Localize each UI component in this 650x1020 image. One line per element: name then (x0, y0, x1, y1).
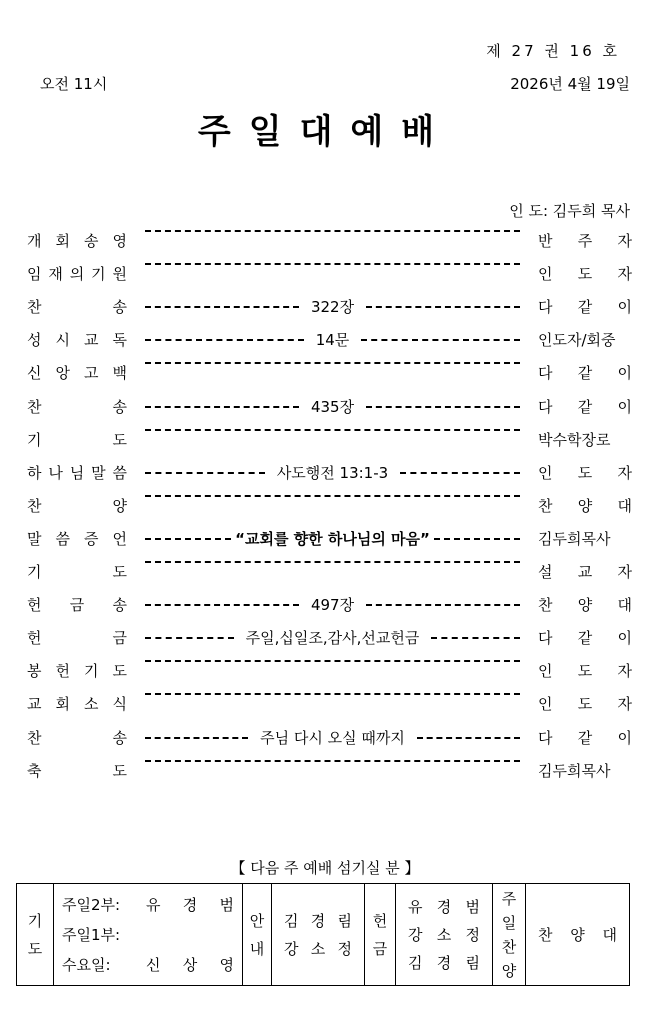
dashed-rule (145, 306, 299, 308)
order-item-char: 회 (55, 232, 70, 250)
order-item-label (27, 693, 127, 714)
order-responsible (538, 396, 632, 417)
order-item-char: 찬 (27, 298, 42, 316)
order-who-char: 찬 (538, 596, 553, 614)
order-detail: 주일,십일조,감사,선교헌금 (245, 629, 420, 647)
order-responsible (538, 660, 632, 681)
dashed-rule (145, 693, 520, 695)
order-who-char: 같 (577, 298, 593, 316)
order-row (0, 760, 650, 784)
order-row (0, 627, 650, 651)
prayer-person-char: 신 (146, 955, 161, 974)
order-leader-line (145, 396, 520, 417)
praise-value-char: 찬 (538, 926, 553, 944)
dashed-rule (145, 538, 231, 540)
usher-name-char: 김 (284, 911, 299, 930)
order-item-char: 님 (69, 464, 85, 482)
order-item-char: 독 (112, 331, 127, 349)
order-item-char: 도 (112, 431, 127, 449)
order-item-label (27, 263, 127, 284)
order-item-char: 재 (48, 265, 63, 283)
order-who-char: 같 (577, 364, 593, 382)
order-who-char: 이 (617, 629, 632, 647)
order-responsible (538, 362, 632, 383)
order-item-char: 도 (112, 762, 127, 780)
prayer-service-label: 수요일: (62, 955, 111, 974)
order-row (0, 396, 650, 420)
order-leader-line (145, 230, 520, 232)
offering-name-char: 강 (408, 925, 423, 944)
order-item-label (27, 495, 127, 516)
order-item-char: 증 (84, 530, 99, 548)
dashed-rule (366, 406, 520, 408)
prayer-person-char: 영 (219, 955, 234, 974)
prayer-service-label: 주일1부: (62, 925, 121, 944)
order-detail: 497장 (310, 596, 355, 614)
order-who-char: 찬 (538, 497, 553, 515)
order-item-label (27, 528, 127, 549)
order-item-label (27, 660, 127, 681)
order-responsible (538, 627, 632, 648)
dashed-rule (145, 230, 520, 232)
order-item-char: 말 (27, 530, 42, 548)
order-responsible (538, 727, 632, 748)
order-item-char: 언 (112, 530, 127, 548)
order-item-label (27, 362, 127, 383)
usher-label (243, 907, 271, 963)
order-responsible: 박수학장로 (538, 431, 611, 449)
order-who-char: 다 (538, 729, 553, 747)
dashed-rule (145, 561, 520, 563)
order-item-char: 헌 (55, 662, 70, 680)
order-responsible (538, 263, 632, 284)
order-leader-line (145, 561, 520, 563)
order-item-char: 송 (84, 232, 99, 250)
order-item-char: 금 (112, 629, 127, 647)
offering-label (365, 907, 395, 963)
order-who-char: 설 (538, 563, 553, 581)
order-row (0, 329, 650, 353)
order-item-label (27, 296, 127, 317)
order-who-char: 도 (577, 265, 593, 283)
order-item-char: 식 (112, 695, 127, 713)
praise-value-char: 대 (602, 926, 617, 944)
order-responsible (538, 693, 632, 714)
order-item-char: 나 (48, 464, 63, 482)
order-row (0, 429, 650, 453)
order-item-char: 도 (112, 563, 127, 581)
order-item-char: 교 (27, 695, 42, 713)
order-who-char: 이 (617, 364, 632, 382)
dashed-rule (145, 660, 520, 662)
order-item-char: 원 (112, 265, 127, 283)
prayer-person (146, 892, 234, 918)
praise-value (526, 924, 629, 945)
order-who-char: 다 (538, 398, 553, 416)
order-row (0, 230, 650, 254)
usher-label-char: 내 (249, 939, 265, 958)
offering-name-char: 경 (436, 897, 452, 916)
issue-number: 제 27 권 16 호 (486, 42, 620, 60)
order-responsible (538, 462, 632, 483)
page-title: 주일대예배 (197, 112, 453, 152)
offering-label-char: 금 (372, 939, 388, 958)
order-item-char: 영 (112, 232, 127, 250)
dashed-rule (145, 737, 248, 739)
order-item-char: 의 (69, 265, 85, 283)
order-item-label (27, 727, 127, 748)
order-item-label (27, 462, 127, 483)
order-detail: “교회를 향한 하나님의 마음” (235, 530, 430, 548)
order-who-char: 이 (617, 729, 632, 747)
dashed-rule (434, 538, 520, 540)
order-who-char: 교 (577, 563, 593, 581)
praise-label-char: 주 (501, 889, 517, 908)
next-week-table (16, 883, 630, 986)
order-who-char: 같 (577, 729, 593, 747)
order-leader-line (145, 594, 520, 615)
order-who-char: 양 (577, 596, 593, 614)
order-responsible (538, 561, 632, 582)
usher-name-char: 경 (310, 911, 326, 930)
order-item-char: 씀 (55, 530, 70, 548)
order-item-char: 개 (27, 232, 42, 250)
order-item-label (27, 594, 127, 615)
order-item-char: 하 (27, 464, 42, 482)
dashed-rule (145, 604, 299, 606)
offering-names (396, 893, 492, 977)
order-item-char: 송 (112, 398, 127, 416)
next-week-title: 【 다음 주 예배 섬기실 분 】 (230, 859, 420, 877)
order-who-char: 다 (538, 364, 553, 382)
order-leader-line (145, 296, 520, 317)
order-row (0, 362, 650, 386)
dashed-rule (145, 429, 520, 431)
order-who-char: 이 (617, 298, 632, 316)
prayer-person (146, 952, 234, 978)
order-who-char: 자 (617, 464, 632, 482)
offering-name-char: 범 (465, 897, 480, 916)
order-leader-line (145, 263, 520, 265)
offering-name (408, 921, 480, 949)
order-who-char: 도 (577, 662, 593, 680)
order-item-char: 기 (27, 431, 42, 449)
order-who-char: 주 (577, 232, 593, 250)
order-item-char: 소 (84, 695, 99, 713)
order-item-char: 기 (27, 563, 42, 581)
order-responsible (538, 594, 632, 615)
order-responsible (538, 495, 632, 516)
order-row (0, 528, 650, 552)
order-item-char: 백 (112, 364, 127, 382)
order-item-char: 도 (112, 662, 127, 680)
order-leader-line (145, 627, 520, 648)
praise-value-cell (526, 884, 630, 986)
order-item-char: 송 (112, 729, 127, 747)
dashed-rule (145, 263, 520, 265)
order-leader-line (145, 429, 520, 431)
usher-name (284, 907, 352, 935)
usher-name (284, 935, 352, 963)
leader-line: 인 도: 김두희 목사 (509, 202, 630, 220)
order-item-char: 성 (27, 331, 42, 349)
order-item-char: 찬 (27, 497, 42, 515)
dashed-rule (366, 306, 520, 308)
offering-name-char: 소 (436, 925, 452, 944)
dashed-rule (145, 472, 265, 474)
order-item-char: 금 (69, 596, 85, 614)
order-item-char: 헌 (27, 596, 42, 614)
order-detail: 322장 (310, 298, 355, 316)
order-row (0, 693, 650, 717)
order-who-char: 대 (617, 497, 632, 515)
order-who-char: 다 (538, 298, 553, 316)
order-row (0, 660, 650, 684)
order-leader-line (145, 760, 520, 762)
order-who-char: 자 (617, 232, 632, 250)
service-time: 오전 11시 (40, 75, 108, 93)
usher-name-char: 림 (337, 911, 352, 930)
dashed-rule (431, 637, 520, 639)
order-leader-line (145, 693, 520, 695)
prayer-person-char: 상 (182, 955, 198, 974)
order-who-char: 인 (538, 265, 553, 283)
offering-name-char: 정 (465, 925, 480, 944)
order-item-char: 기 (91, 265, 106, 283)
order-who-char: 반 (538, 232, 553, 250)
service-date: 2026년 4월 19일 (510, 75, 630, 93)
prayer-person (146, 922, 234, 948)
order-who-char: 같 (577, 398, 593, 416)
order-responsible: 김두희목사 (538, 530, 611, 548)
order-responsible (538, 230, 632, 251)
order-detail: 435장 (310, 398, 355, 416)
order-leader-line (145, 495, 520, 497)
order-item-char: 기 (84, 662, 99, 680)
order-who-char: 도 (577, 464, 593, 482)
prayer-names (54, 888, 242, 982)
prayer-person-char: 경 (182, 895, 198, 914)
order-leader-line (145, 462, 520, 483)
dashed-rule (145, 406, 299, 408)
dashed-rule (145, 339, 304, 341)
praise-value-char: 양 (570, 926, 585, 944)
order-item-char: 송 (112, 298, 127, 316)
prayer-label-char: 도 (27, 939, 43, 958)
prayer-person-char: 범 (219, 895, 234, 914)
offering-names-cell (396, 884, 493, 986)
order-who-char: 자 (617, 695, 632, 713)
order-who-char: 인 (538, 464, 553, 482)
offering-name (408, 893, 480, 921)
order-row (0, 495, 650, 519)
order-item-label (27, 329, 127, 350)
prayer-names-cell (54, 884, 243, 986)
order-item-char: 회 (55, 695, 70, 713)
order-who-char: 다 (538, 629, 553, 647)
usher-label-cell (243, 884, 272, 986)
dashed-rule (145, 362, 520, 364)
offering-label-char: 헌 (372, 911, 388, 930)
order-item-label (27, 429, 127, 450)
order-who-char: 이 (617, 398, 632, 416)
order-item-char: 교 (84, 331, 99, 349)
dashed-rule (361, 339, 520, 341)
order-responsible (538, 296, 632, 317)
order-item-char: 앙 (55, 364, 70, 382)
order-responsible: 김두희목사 (538, 762, 611, 780)
order-leader-line (145, 727, 520, 748)
order-who-char: 인 (538, 662, 553, 680)
praise-label-char: 일 (501, 913, 517, 932)
order-item-char: 시 (55, 331, 70, 349)
offering-name-char: 유 (408, 897, 423, 916)
order-who-char: 자 (617, 265, 632, 283)
dashed-rule (366, 604, 520, 606)
order-detail: 14문 (315, 331, 350, 349)
order-item-label (27, 561, 127, 582)
offering-label-cell (365, 884, 396, 986)
order-item-char: 고 (84, 364, 99, 382)
order-item-char: 찬 (27, 398, 42, 416)
order-who-char: 같 (577, 629, 593, 647)
order-leader-line (145, 528, 520, 549)
order-item-label (27, 760, 127, 781)
order-item-char: 말 (91, 464, 106, 482)
order-who-char: 도 (577, 695, 593, 713)
offering-name-char: 김 (408, 953, 423, 972)
praise-label-cell (493, 884, 526, 986)
order-who-char: 대 (617, 596, 632, 614)
order-item-char: 찬 (27, 729, 42, 747)
order-item-char: 임 (27, 265, 42, 283)
order-item-char: 봉 (27, 662, 42, 680)
prayer-label-char: 기 (27, 911, 43, 930)
usher-names-cell (272, 884, 365, 986)
order-leader-line (145, 660, 520, 662)
order-item-char: 신 (27, 364, 42, 382)
usher-name-char: 강 (284, 939, 299, 958)
order-leader-line (145, 329, 520, 350)
order-who-char: 자 (617, 563, 632, 581)
order-detail: 사도행전 13:1-3 (276, 464, 389, 482)
order-leader-line (145, 362, 520, 364)
prayer-label (17, 907, 53, 963)
order-who-char: 인 (538, 695, 553, 713)
prayer-label-cell (17, 884, 54, 986)
praise-label-char: 양 (501, 961, 517, 980)
order-row (0, 561, 650, 585)
dashed-rule (145, 760, 520, 762)
order-item-label (27, 627, 127, 648)
order-row (0, 594, 650, 618)
prayer-service-label: 주일2부: (62, 895, 121, 914)
order-item-label (27, 230, 127, 251)
order-item-char: 송 (112, 596, 127, 614)
order-row (0, 263, 650, 287)
order-item-label (27, 396, 127, 417)
order-item-char: 양 (112, 497, 127, 515)
order-item-char: 헌 (27, 629, 42, 647)
usher-label-char: 안 (249, 911, 265, 930)
usher-name-char: 정 (337, 939, 352, 958)
order-detail: 주님 다시 오실 때까지 (260, 729, 405, 747)
order-responsible: 인도자/회중 (538, 331, 616, 349)
praise-label-char: 찬 (501, 937, 517, 956)
dashed-rule (145, 637, 234, 639)
dashed-rule (400, 472, 520, 474)
offering-name-char: 림 (465, 953, 480, 972)
praise-label (493, 887, 525, 983)
dashed-rule (417, 737, 520, 739)
order-row (0, 462, 650, 486)
order-who-char: 양 (577, 497, 593, 515)
order-who-char: 자 (617, 662, 632, 680)
order-row (0, 727, 650, 751)
offering-name-char: 경 (436, 953, 452, 972)
usher-names (272, 907, 364, 963)
prayer-person-char: 유 (146, 895, 161, 914)
usher-name-char: 소 (310, 939, 326, 958)
order-item-char: 씀 (112, 464, 127, 482)
dashed-rule (145, 495, 520, 497)
order-item-char: 축 (27, 762, 42, 780)
offering-name (408, 949, 480, 977)
order-row (0, 296, 650, 320)
